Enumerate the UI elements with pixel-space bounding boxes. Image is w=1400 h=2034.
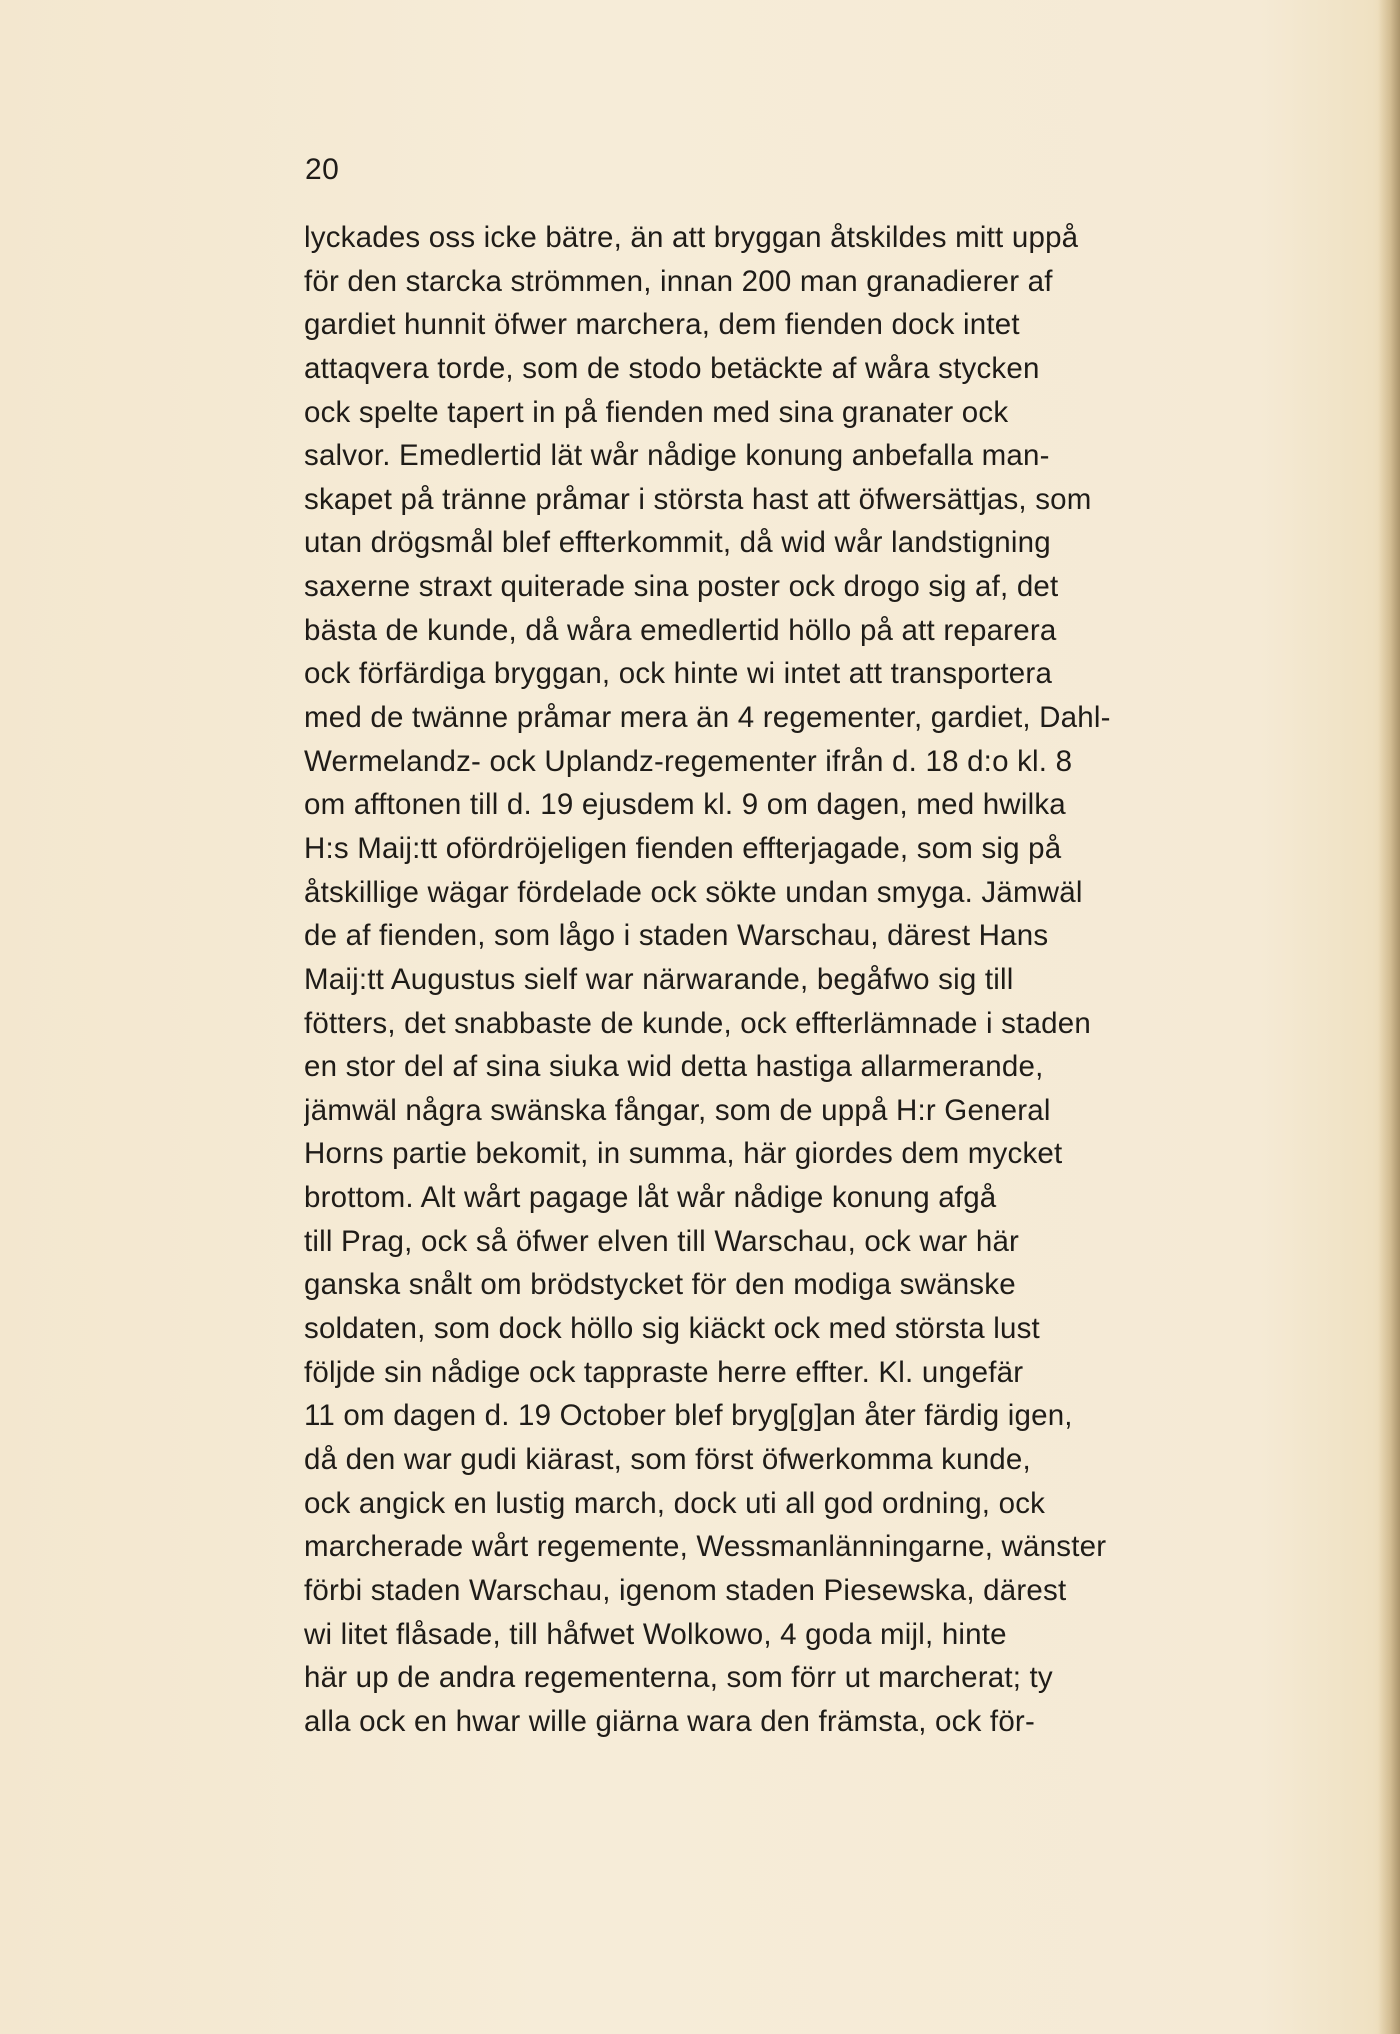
page-number: 20 [305,153,340,186]
text-line: bästa de kunde, då wåra emedlertid höllo på att reparera [304,613,1057,647]
text-line: wi litet flåsade, till håfwet Wolkowo, 4 goda mijl, hinte [304,1617,1007,1651]
text-line: H:s Maij:tt ofördröjeligen fienden effterjagade, som sig på [304,831,1062,865]
text-line: Wermelandz- ock Uplandz-regementer ifrån d. 18 d:o kl. 8 [304,744,1073,778]
text-line: om afftonen till d. 19 ejusdem kl. 9 om dagen, med hwilka [304,788,1066,822]
text-line: ock angick en lustig march, dock uti all god ordning, ock [304,1486,1046,1520]
text-line: följde sin nådige ock tappraste herre effter. Kl. ungefär [304,1355,1024,1389]
text-line: de af fienden, som lågo i staden Warschau, därest Hans [304,919,1049,953]
body-text [304,216,1234,1743]
text-line: till Prag, ock så öfwer elven till Warschau, ock war här [304,1224,1020,1258]
text-line: skapet på tränne pråmar i största hast att öfwersättjas, som [304,482,1092,516]
text-line: 11 om dagen d. 19 October blef bryg[g]an åter färdig igen, [304,1399,1073,1433]
text-line: Horns partie bekomit, in summa, här giordes dem mycket [304,1137,1063,1171]
text-line: salvor. Emedlertid lät wår nådige konung anbefalla man- [304,439,1050,473]
text-line: fötters, det snabbaste de kunde, ock effterlämnade i staden [304,1006,1091,1040]
text-line: förbi staden Warschau, igenom staden Piesewska, därest [304,1573,1067,1607]
text-line: då den war gudi kiärast, som först öfwerkomma kunde, [304,1442,1031,1476]
text-line: gardiet hunnit öfwer marchera, dem fienden dock intet [304,308,1020,342]
text-line: saxerne straxt quiterade sina poster ock drogo sig af, det [304,570,1059,604]
text-line: utan drögsmål blef effterkommit, då wid wår landstigning [304,526,1051,560]
text-line: ganska snålt om brödstycket för den modiga swänske [304,1268,1016,1302]
text-line: åtskillige wägar fördelade ock sökte undan smyga. Jämwäl [304,875,1083,909]
text-line: attaqvera torde, som de stodo betäckte af wåra stycken [304,351,1040,385]
text-line: en stor del af sina siuka wid detta hastiga allarmerande, [304,1050,1044,1084]
text-line: lyckades oss icke bätre, än att bryggan åtskildes mitt uppå [304,221,1079,254]
text-line: Maij:tt Augustus sielf war närwarande, begåfwo sig till [304,962,1014,996]
text-line: brottom. Alt wårt pagage låt wår nådige konung afgå [304,1181,997,1215]
text-line: jämwäl några swänska fångar, som de uppå H:r General [304,1093,1051,1127]
page-edge-shadow [1378,0,1400,2034]
text-line: marcherade wårt regemente, Wessmanlänningarne, wänster [304,1530,1107,1564]
text-line: för den starcka strömmen, innan 200 man granadierer af [304,264,1053,298]
text-line: ock förfärdiga bryggan, ock hinte wi intet att transportera [304,657,1053,691]
text-line: här up de andra regementerna, som förr ut marcherat; ty [304,1661,1053,1695]
text-line: soldaten, som dock höllo sig kiäckt ock med största lust [304,1312,1040,1346]
text-line: med de twänne pråmar mera än 4 regementer, gardiet, Dahl- [304,701,1111,735]
text-line: ock spelte tapert in på fienden med sina granater ock [304,395,1009,429]
text-line: alla ock en hwar wille giärna wara den främsta, ock för- [304,1704,1035,1738]
